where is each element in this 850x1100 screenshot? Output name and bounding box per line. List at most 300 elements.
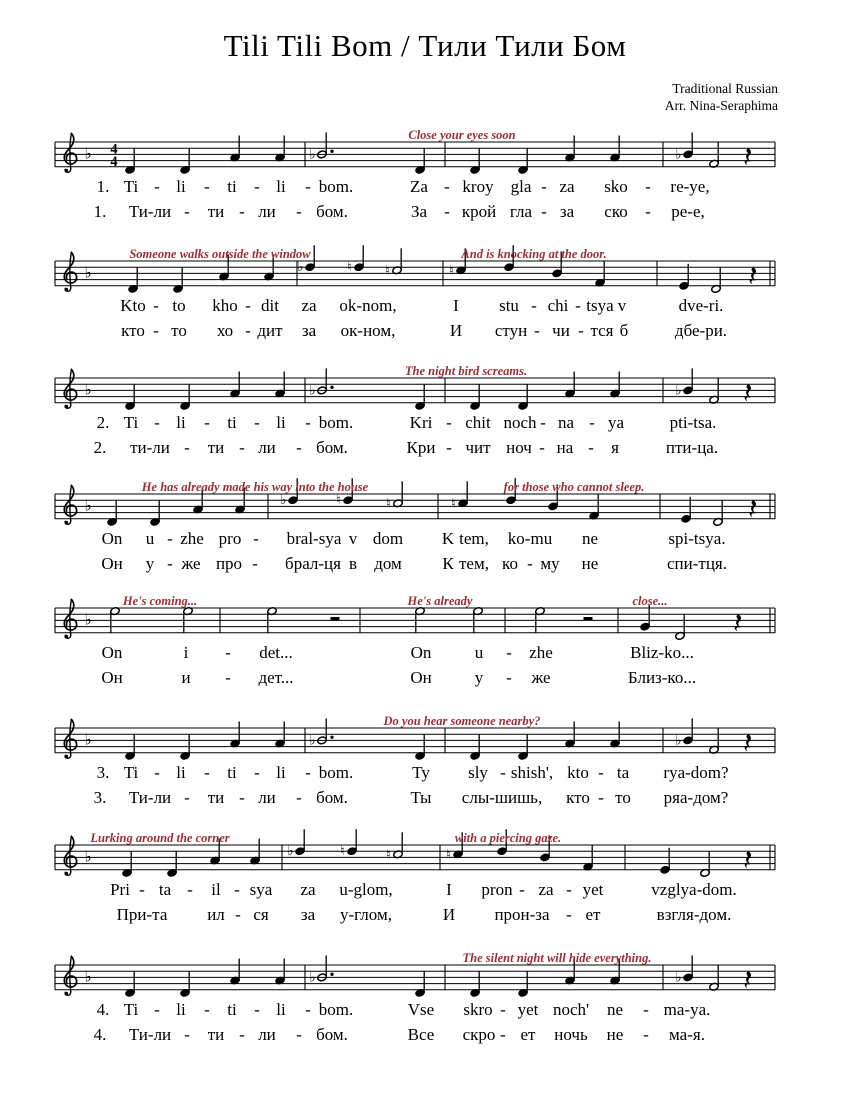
lyric-syllable-latin: noch': [552, 1000, 590, 1019]
lyric-syllable-cyrillic: Он: [410, 668, 432, 687]
lyric-syllable-latin: za: [301, 296, 317, 315]
lyric-syllable-latin: v: [348, 529, 358, 548]
lyric-syllable-cyrillic: Он: [101, 554, 123, 573]
lyric-syllable-latin: li: [276, 413, 286, 432]
lyric-syllable-cyrillic: и: [181, 668, 191, 687]
lyric-syllable-latin: Za: [410, 177, 428, 196]
lyric-syllable-latin: kroy: [462, 177, 494, 196]
lyric-syllable-cyrillic: -: [167, 554, 173, 573]
flat-sign: ♭: [309, 383, 316, 399]
lyric-syllable-cyrillic: 4.: [93, 1025, 107, 1044]
lyric-syllable-cyrillic: ти: [207, 788, 225, 807]
lyric-annotation: with a piercing gaze.: [454, 831, 562, 845]
lyric-syllable-latin: ti: [227, 413, 237, 432]
flat-sign: ♭: [297, 260, 304, 276]
key-signature-flat: ♭: [84, 496, 92, 515]
natural-sign: ♮: [386, 496, 391, 512]
natural-sign: ♮: [347, 260, 352, 276]
lyric-syllable-latin: chit: [465, 413, 491, 432]
lyric-syllable-cyrillic: крой: [461, 202, 497, 221]
lyric-syllable-cyrillic: Ти-ли: [128, 1025, 172, 1044]
lyric-annotation: Someone walks outside the window: [129, 247, 311, 261]
lyric-syllable-latin: li: [276, 177, 286, 196]
lyric-syllable-latin: Kto: [120, 296, 146, 315]
lyric-syllable-cyrillic: -: [566, 905, 572, 924]
lyric-syllable-cyrillic: чи: [552, 321, 570, 340]
lyric-syllable-latin: -: [204, 177, 210, 196]
quarter-rest: [745, 148, 751, 165]
lyric-syllable-cyrillic: прон-за: [494, 905, 550, 924]
lyric-syllable-cyrillic: 2.: [93, 438, 107, 457]
lyric-syllable-latin: I: [453, 296, 459, 315]
lyric-annotation: He has already made his way into the house: [141, 480, 369, 494]
lyric-syllable-latin: -: [519, 880, 525, 899]
lyric-syllable-cyrillic: -: [643, 1025, 649, 1044]
lyric-syllable-latin: sly: [468, 763, 488, 782]
lyric-syllable-cyrillic: про: [215, 554, 243, 573]
lyric-syllable-cyrillic: ти: [207, 202, 225, 221]
lyric-syllable-latin: dit: [261, 296, 279, 315]
lyric-syllable-cyrillic: -: [588, 438, 594, 457]
lyric-syllable-latin: 3.: [96, 763, 110, 782]
lyric-syllable-cyrillic: Близ-ко...: [627, 668, 697, 687]
lyric-syllable-cyrillic: -: [245, 321, 251, 340]
lyric-syllable-latin: bom.: [318, 1000, 354, 1019]
lyric-syllable-latin: -: [305, 177, 311, 196]
lyric-syllable-latin: dom: [372, 529, 404, 548]
lyric-syllable-cyrillic: чит: [465, 438, 491, 457]
lyric-syllable-cyrillic: ма-я.: [669, 1025, 705, 1044]
lyric-syllable-cyrillic: ноч: [506, 438, 532, 457]
time-signature-numerator: 4: [110, 141, 118, 158]
lyric-syllable-cyrillic: стун: [494, 321, 528, 340]
lyric-syllable-latin: -: [446, 413, 452, 432]
lyric-syllable-latin: -: [575, 296, 581, 315]
lyric-syllable-latin: Ti: [123, 413, 139, 432]
lyric-syllable-cyrillic: спи-тця.: [667, 554, 727, 573]
lyric-syllable-latin: -: [566, 880, 572, 899]
lyric-syllable-cyrillic: ре-е,: [671, 202, 705, 221]
lyric-syllable-cyrillic: -: [252, 554, 258, 573]
lyric-syllable-cyrillic: ряа-дом?: [663, 788, 729, 807]
lyric-syllable-latin: -: [305, 763, 311, 782]
lyric-syllable-cyrillic: ли: [258, 788, 276, 807]
lyric-syllable-cyrillic: К: [442, 554, 454, 573]
lyric-syllable-latin: na: [557, 413, 575, 432]
augmentation-dot: [330, 736, 333, 739]
natural-sign: ♮: [385, 263, 390, 279]
lyric-syllable-latin: -: [254, 177, 260, 196]
lyric-syllable-latin: -: [154, 1000, 160, 1019]
lyric-syllable-latin: -: [154, 763, 160, 782]
lyric-syllable-cyrillic: на: [556, 438, 574, 457]
lyric-syllable-cyrillic: кто: [566, 788, 590, 807]
flat-sign: ♭: [309, 147, 316, 163]
lyric-syllable-latin: -: [444, 177, 450, 196]
lyric-syllable-cyrillic: -: [534, 321, 540, 340]
key-signature-flat: ♭: [84, 610, 92, 629]
lyric-syllable-cyrillic: скро: [462, 1025, 496, 1044]
lyric-syllable-latin: 2.: [96, 413, 110, 432]
lyric-syllable-cyrillic: б: [619, 321, 629, 340]
lyric-syllable-latin: Ti: [123, 763, 139, 782]
lyric-syllable-cyrillic: 1.: [93, 202, 107, 221]
key-signature-flat: ♭: [84, 847, 92, 866]
quarter-rest: [745, 971, 751, 988]
flat-sign: ♭: [287, 844, 294, 860]
lyric-syllable-cyrillic: ночь: [554, 1025, 588, 1044]
lyric-annotation: close...: [632, 594, 668, 608]
lyric-syllable-latin: -: [154, 177, 160, 196]
lyric-syllable-cyrillic: -: [527, 554, 533, 573]
lyric-syllable-latin: shish',: [510, 763, 554, 782]
lyric-syllable-cyrillic: тем,: [459, 554, 489, 573]
lyric-syllable-cyrillic: -: [500, 1025, 506, 1044]
lyric-syllable-latin: i: [183, 643, 189, 662]
lyric-syllable-cyrillic: не: [581, 554, 599, 573]
key-signature-flat: ♭: [84, 730, 92, 749]
lyric-syllable-cyrillic: -: [153, 321, 159, 340]
lyric-syllable-cyrillic: же: [531, 668, 551, 687]
time-signature-denominator: 4: [110, 154, 118, 171]
lyric-syllable-cyrillic: дом: [374, 554, 402, 573]
lyric-syllable-cyrillic: ско: [604, 202, 628, 221]
lyric-syllable-latin: Kri: [409, 413, 433, 432]
lyric-syllable-latin: On: [101, 529, 123, 548]
lyric-syllable-cyrillic: -: [184, 438, 190, 457]
lyric-syllable-cyrillic: Кри: [406, 438, 436, 457]
lyric-syllable-latin: ne: [606, 1000, 624, 1019]
flat-sign: ♭: [675, 147, 682, 163]
lyric-syllable-cyrillic: -: [645, 202, 651, 221]
quarter-rest: [745, 851, 751, 868]
lyric-syllable-cyrillic: -: [184, 788, 190, 807]
lyric-syllable-latin: sko: [604, 177, 628, 196]
lyric-syllable-cyrillic: ти: [207, 438, 225, 457]
lyric-syllable-cyrillic: за: [559, 202, 575, 221]
lyric-syllable-cyrillic: гла: [509, 202, 533, 221]
credit-tradition: Traditional Russian: [672, 81, 778, 96]
lyric-syllable-latin: yet: [582, 880, 604, 899]
lyric-syllable-cyrillic: -: [225, 668, 231, 687]
lyric-syllable-cyrillic: -: [578, 321, 584, 340]
natural-sign: ♮: [340, 844, 345, 860]
lyric-syllable-cyrillic: за: [301, 321, 317, 340]
lyric-syllable-cyrillic: тся: [590, 321, 614, 340]
lyric-syllable-latin: -: [500, 763, 506, 782]
credit-arranger: Arr. Nina-Seraphima: [664, 98, 778, 113]
lyric-syllable-cyrillic: -: [598, 788, 604, 807]
lyric-syllable-latin: Bliz-ko...: [630, 643, 694, 662]
flat-sign: ♭: [309, 733, 316, 749]
lyric-syllable-latin: ta: [616, 763, 630, 782]
lyric-syllable-cyrillic: то: [171, 321, 187, 340]
flat-sign: ♭: [280, 493, 287, 509]
lyric-syllable-latin: li: [176, 1000, 186, 1019]
lyric-syllable-cyrillic: ко: [502, 554, 518, 573]
lyric-syllable-cyrillic: Он: [101, 668, 123, 687]
lyric-syllable-cyrillic: ил: [207, 905, 225, 924]
lyric-syllable-latin: za: [538, 880, 554, 899]
lyric-syllable-cyrillic: брал-ця: [285, 554, 341, 573]
lyric-syllable-cyrillic: -: [235, 905, 241, 924]
augmentation-dot: [330, 150, 333, 153]
key-signature-flat: ♭: [84, 380, 92, 399]
lyric-syllable-cyrillic: -: [541, 202, 547, 221]
lyric-syllable-cyrillic: хо: [216, 321, 234, 340]
lyric-syllable-latin: On: [101, 643, 123, 662]
lyric-annotation: The night bird screams.: [404, 364, 528, 378]
lyric-syllable-cyrillic: бом.: [316, 202, 348, 221]
natural-sign: ♮: [336, 493, 341, 509]
lyric-syllable-cyrillic: 3.: [93, 788, 107, 807]
lyric-syllable-latin: li: [276, 1000, 286, 1019]
lyric-syllable-latin: -: [234, 880, 240, 899]
lyric-syllable-cyrillic: у: [474, 668, 484, 687]
lyric-syllable-latin: za: [559, 177, 575, 196]
augmentation-dot: [330, 386, 333, 389]
lyric-syllable-latin: -: [254, 413, 260, 432]
lyric-annotation: Lurking around the corner: [90, 831, 230, 845]
lyric-syllable-latin: Ti: [123, 177, 139, 196]
lyric-syllable-latin: -: [139, 880, 145, 899]
lyric-syllable-cyrillic: му: [540, 554, 560, 573]
lyric-syllable-latin: ma-ya.: [663, 1000, 711, 1019]
lyric-syllable-latin: 1.: [96, 177, 110, 196]
quarter-rest: [745, 384, 751, 401]
lyric-syllable-latin: ok-nom,: [339, 296, 397, 315]
augmentation-dot: [330, 973, 333, 976]
lyric-syllable-latin: -: [154, 413, 160, 432]
lyric-syllable-latin: 4.: [96, 1000, 110, 1019]
lyric-syllable-latin: -: [645, 177, 651, 196]
key-signature-flat: ♭: [84, 263, 92, 282]
lyric-syllable-latin: re-ye,: [670, 177, 710, 196]
lyric-syllable-latin: -: [500, 1000, 506, 1019]
lyric-annotation: And is knocking at the door.: [461, 247, 607, 261]
lyric-syllable-cyrillic: бом.: [316, 788, 348, 807]
lyric-syllable-latin: zhe: [529, 643, 553, 662]
lyric-syllable-cyrillic: -: [239, 788, 245, 807]
lyric-syllable-latin: bom.: [318, 763, 354, 782]
half-rest: [584, 617, 593, 620]
lyric-syllable-cyrillic: -: [296, 788, 302, 807]
lyric-syllable-latin: -: [305, 1000, 311, 1019]
natural-sign: ♮: [451, 496, 456, 512]
lyric-syllable-latin: -: [540, 413, 546, 432]
lyric-syllable-latin: pti-tsa.: [669, 413, 717, 432]
lyric-syllable-latin: vzglya-dom.: [651, 880, 737, 899]
credits: [665, 80, 778, 114]
lyric-syllable-cyrillic: ли: [258, 1025, 276, 1044]
lyric-syllable-cyrillic: за: [300, 905, 316, 924]
lyric-annotation: He's already: [407, 594, 473, 608]
lyric-syllable-cyrillic: -: [239, 438, 245, 457]
key-signature-flat: ♭: [84, 967, 92, 986]
lyric-annotation: Do you hear someone nearby?: [383, 714, 541, 728]
lyric-syllable-latin: noch: [503, 413, 537, 432]
lyric-syllable-cyrillic: -: [446, 438, 452, 457]
lyric-syllable-latin: -: [225, 643, 231, 662]
lyric-syllable-latin: Vse: [407, 1000, 435, 1019]
lyric-syllable-latin: -: [305, 413, 311, 432]
lyric-syllable-latin: li: [176, 763, 186, 782]
natural-sign: ♮: [386, 847, 391, 863]
lyric-syllable-cyrillic: -: [539, 438, 545, 457]
natural-sign: ♮: [449, 263, 454, 279]
lyric-syllable-cyrillic: ет: [585, 905, 601, 924]
lyric-syllable-latin: -: [167, 529, 173, 548]
lyric-syllable-latin: bral-sya: [286, 529, 342, 548]
lyric-syllable-latin: dve-ri.: [678, 296, 724, 315]
lyric-syllable-cyrillic: ет: [520, 1025, 536, 1044]
lyric-syllable-latin: ti: [227, 177, 237, 196]
lyric-syllable-latin: pron: [481, 880, 513, 899]
lyric-syllable-latin: On: [410, 643, 432, 662]
lyric-syllable-cyrillic: -: [184, 1025, 190, 1044]
lyric-syllable-latin: chi: [547, 296, 569, 315]
lyric-syllable-latin: -: [643, 1000, 649, 1019]
lyric-syllable-cyrillic: Ты: [410, 788, 432, 807]
quarter-rest: [750, 267, 756, 284]
lyric-syllable-latin: za: [300, 880, 316, 899]
lyric-syllable-cyrillic: слы-шишь,: [461, 788, 543, 807]
lyric-syllable-latin: -: [589, 413, 595, 432]
lyric-syllable-latin: -: [254, 763, 260, 782]
lyric-syllable-latin: -: [531, 296, 537, 315]
lyric-syllable-latin: kto: [567, 763, 589, 782]
lyric-syllable-latin: u-glom,: [339, 880, 393, 899]
lyric-syllable-latin: sya: [249, 880, 273, 899]
lyric-syllable-latin: ta: [158, 880, 172, 899]
lyric-syllable-cyrillic: И: [442, 905, 456, 924]
lyric-syllable-cyrillic: дет...: [258, 668, 294, 687]
lyric-syllable-cyrillic: у-глом,: [340, 905, 392, 924]
lyric-syllable-latin: -: [541, 177, 547, 196]
lyric-syllable-latin: v: [617, 296, 627, 315]
lyric-syllable-cyrillic: ти-ли: [130, 438, 170, 457]
key-signature-flat: ♭: [84, 144, 92, 163]
lyric-syllable-latin: Pri: [110, 880, 130, 899]
flat-sign: ♭: [675, 733, 682, 749]
flat-sign: ♭: [309, 970, 316, 986]
lyric-syllable-latin: Ty: [412, 763, 430, 782]
lyric-syllable-latin: zhe: [180, 529, 204, 548]
flat-sign: ♭: [675, 383, 682, 399]
lyric-syllable-cyrillic: -: [296, 438, 302, 457]
lyric-syllable-cyrillic: -: [296, 1025, 302, 1044]
lyric-syllable-latin: ya: [607, 413, 625, 432]
lyric-syllable-latin: -: [187, 880, 193, 899]
quarter-rest: [735, 614, 741, 631]
lyric-syllable-latin: stu: [499, 296, 519, 315]
lyric-syllable-cyrillic: бом.: [316, 1025, 348, 1044]
lyric-syllable-cyrillic: -: [506, 668, 512, 687]
lyric-syllable-latin: gla: [510, 177, 532, 196]
quarter-rest: [750, 500, 756, 517]
lyric-syllable-cyrillic: -: [239, 1025, 245, 1044]
lyric-syllable-cyrillic: ти: [207, 1025, 225, 1044]
lyric-annotation: He's coming...: [122, 594, 198, 608]
lyric-syllable-latin: -: [598, 763, 604, 782]
lyric-syllable-cyrillic: дбе-ри.: [674, 321, 728, 340]
lyric-syllable-cyrillic: -: [444, 202, 450, 221]
lyric-syllable-latin: il: [211, 880, 221, 899]
lyric-syllable-cyrillic: ок-ном,: [340, 321, 396, 340]
lyric-syllable-cyrillic: Ти-ли: [128, 788, 172, 807]
lyric-annotation: The silent night will hide everything.: [462, 951, 652, 965]
lyric-syllable-latin: tsya: [586, 296, 614, 315]
quarter-rest: [745, 734, 751, 751]
lyric-syllable-cyrillic: то: [615, 788, 631, 807]
lyric-syllable-cyrillic: ся: [253, 905, 269, 924]
lyric-syllable-latin: ti: [227, 763, 237, 782]
lyric-syllable-latin: Ti: [123, 1000, 139, 1019]
lyric-syllable-cyrillic: Все: [407, 1025, 435, 1044]
lyric-syllable-cyrillic: взгля-дом.: [656, 905, 732, 924]
lyric-syllable-cyrillic: пти-ца.: [665, 438, 719, 457]
lyric-syllable-latin: bom.: [318, 413, 354, 432]
lyric-syllable-latin: to: [172, 296, 186, 315]
lyric-syllable-latin: K: [441, 529, 455, 548]
lyric-syllable-cyrillic: дит: [257, 321, 283, 340]
lyric-syllable-latin: li: [176, 177, 186, 196]
lyric-syllable-cyrillic: в: [348, 554, 358, 573]
lyric-syllable-latin: -: [506, 643, 512, 662]
lyric-syllable-cyrillic: За: [410, 202, 428, 221]
lyric-syllable-latin: u: [474, 643, 484, 662]
lyric-syllable-cyrillic: бом.: [316, 438, 348, 457]
lyric-syllable-latin: spi-tsya.: [668, 529, 726, 548]
lyric-syllable-latin: ti: [227, 1000, 237, 1019]
flat-sign: ♭: [675, 970, 682, 986]
lyric-annotation: Close your eyes soon: [408, 128, 516, 142]
lyric-syllable-cyrillic: -: [296, 202, 302, 221]
lyric-syllable-latin: tem,: [459, 529, 489, 548]
page-title: Tili Tili Bom / Тили Тили Бом: [223, 28, 627, 63]
lyric-syllable-latin: yet: [517, 1000, 539, 1019]
lyric-syllable-latin: ko-mu: [507, 529, 553, 548]
half-rest: [331, 617, 340, 620]
lyric-syllable-latin: rya-dom?: [663, 763, 729, 782]
lyric-syllable-latin: u: [145, 529, 155, 548]
lyric-syllable-cyrillic: ли: [258, 438, 276, 457]
lyric-syllable-latin: -: [245, 296, 251, 315]
lyric-syllable-cyrillic: я: [611, 438, 619, 457]
lyric-syllable-cyrillic: не: [606, 1025, 624, 1044]
lyric-syllable-latin: det...: [259, 643, 293, 662]
lyric-syllable-cyrillic: кто: [121, 321, 145, 340]
lyric-syllable-latin: -: [253, 529, 259, 548]
lyric-syllable-cyrillic: -: [184, 202, 190, 221]
lyric-syllable-cyrillic: При-та: [116, 905, 168, 924]
lyric-syllable-latin: -: [153, 296, 159, 315]
lyric-syllable-latin: bom.: [318, 177, 354, 196]
lyric-syllable-latin: li: [176, 413, 186, 432]
lyric-syllable-latin: -: [204, 1000, 210, 1019]
lyric-syllable-cyrillic: у: [145, 554, 155, 573]
lyric-syllable-latin: I: [446, 880, 452, 899]
natural-sign: ♮: [446, 847, 451, 863]
lyric-annotation: for those who cannot sleep.: [503, 480, 645, 494]
lyric-syllable-cyrillic: же: [181, 554, 201, 573]
lyric-syllable-latin: pro: [218, 529, 242, 548]
lyric-syllable-latin: kho: [212, 296, 238, 315]
lyric-syllable-cyrillic: Ти-ли: [128, 202, 172, 221]
lyric-syllable-cyrillic: ли: [258, 202, 276, 221]
lyric-syllable-latin: -: [204, 763, 210, 782]
lyric-syllable-latin: ne: [581, 529, 599, 548]
